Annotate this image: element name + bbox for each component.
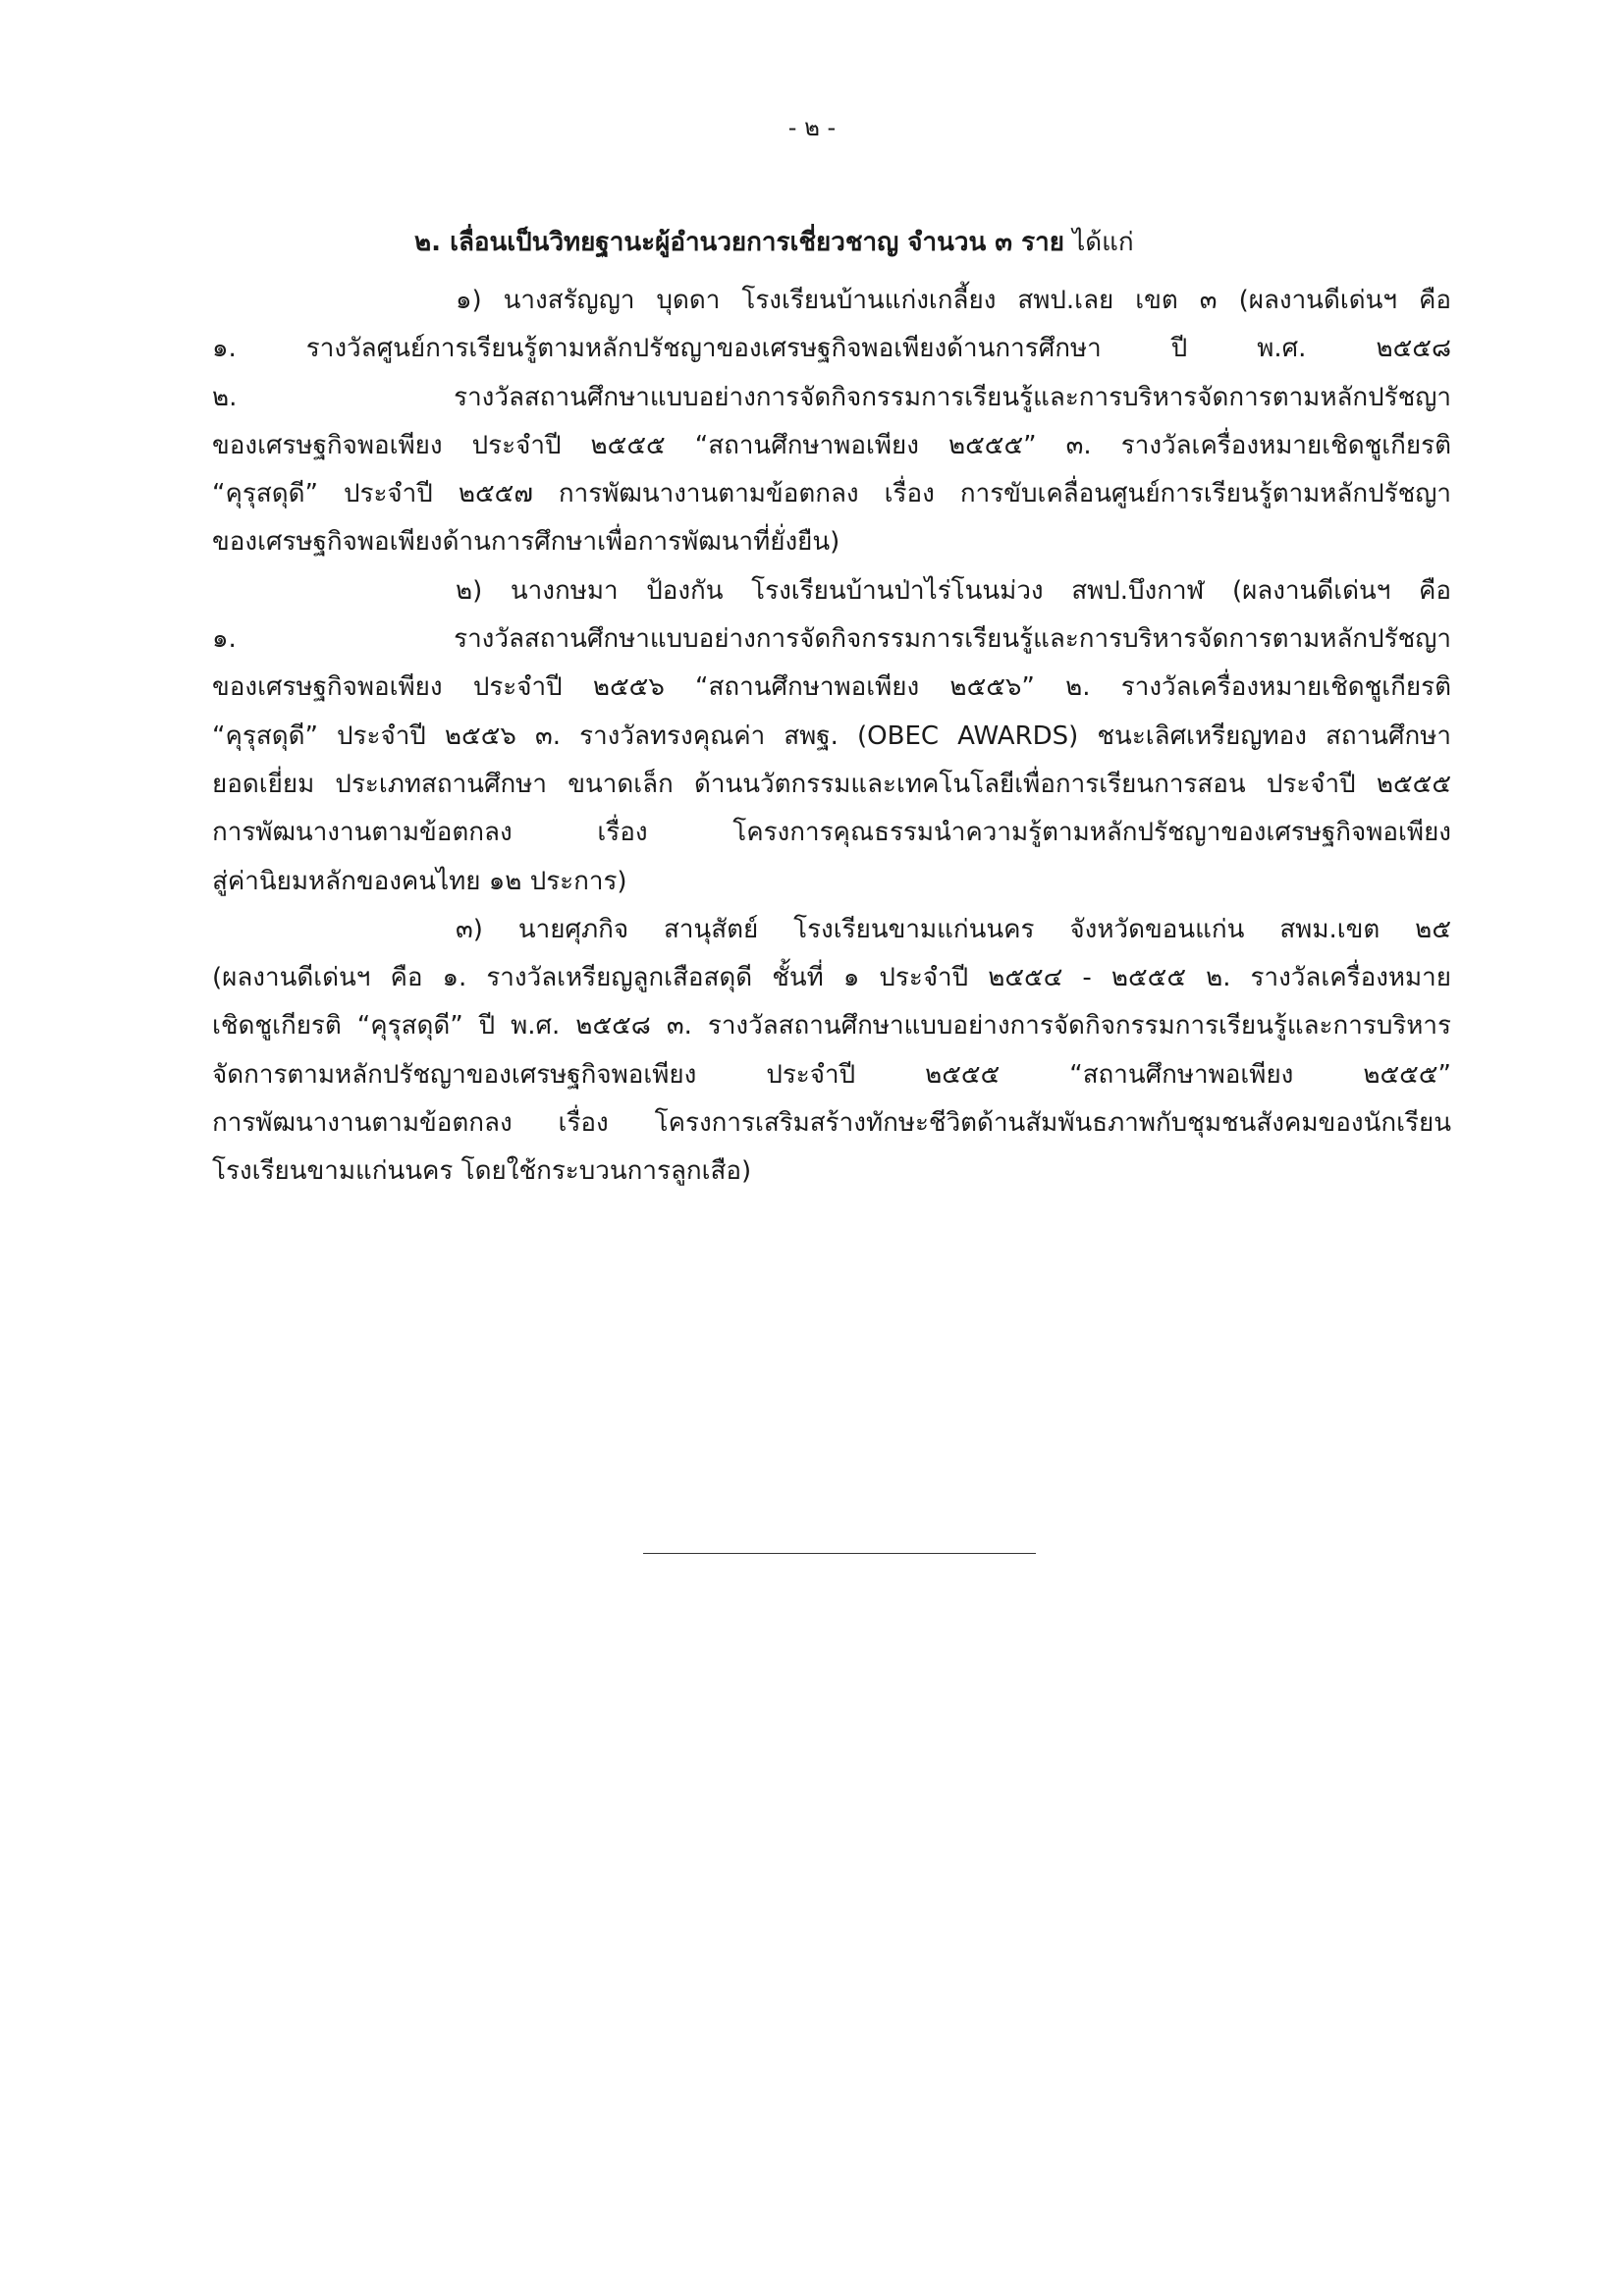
item-3-line-1: ๓) นายศุภกิจ สานุสัตย์ โรงเรียนขามแก่นนคร จังหวัดขอนแก่น สพม.เขต ๒๕ xyxy=(456,914,1451,944)
document-body xyxy=(212,277,1451,1197)
item-1-line-6: ของเศรษฐกิจพอเพียงด้านการศึกษาเพื่อการพัฒนาที่ยั่งยืน) xyxy=(212,527,840,558)
section-heading-title: ๒. เลื่อนเป็นวิทยฐานะผู้อำนวยการเชี่ยวชาญ จำนวน ๓ ราย xyxy=(414,228,1064,257)
end-of-document-rule xyxy=(643,1553,1036,1554)
item-2-line-5: ยอดเยี่ยม ประเภทสถานศึกษา ขนาดเล็ก ด้านนวัตกรรมและเทคโนโลยีเพื่อการเรียนการสอน ประจำปี ๒๕๕๕ xyxy=(212,769,1451,799)
item-1-line-1: ๑) นางสรัญญา บุดดา โรงเรียนบ้านแก่งเกลี้ยง สพป.เลย เขต ๓ (ผลงานดีเด่นฯ คือ xyxy=(456,286,1451,315)
item-1-line-3: ๒. รางวัลสถานศึกษาแบบอย่างการจัดกิจกรรมการเรียนรู้และการบริหารจัดการตามหลักปรัชญา xyxy=(212,382,1451,412)
item-2-line-7: สู่ค่านิยมหลักของคนไทย ๑๒ ประการ) xyxy=(212,866,627,896)
item-1-line-2: ๑. รางวัลศูนย์การเรียนรู้ตามหลักปรัชญาของเศรษฐกิจพอเพียงด้านการศึกษา ปี พ.ศ. ๒๕๕๘ xyxy=(212,334,1451,364)
section-heading-suffix: ได้แก่ xyxy=(1063,228,1134,257)
item-2-line-4: “คุรุสดุดี” ประจำปี ๒๕๕๖ ๓. รางวัลทรงคุณค่า สพฐ. (OBEC AWARDS) ชนะเลิศเหรียญทอง สถานศึกษา xyxy=(212,721,1451,751)
list-item xyxy=(212,906,1451,1197)
item-3-line-5: การพัฒนางานตามข้อตกลง เรื่อง โครงการเสริมสร้างทักษะชีวิตด้านสัมพันธภาพกับชุมชนสังคมของนักเรียน xyxy=(212,1108,1451,1139)
page-number: - ๒ - xyxy=(787,114,837,141)
item-3-line-6: โรงเรียนขามแก่นนคร โดยใช้กระบวนการลูกเสือ) xyxy=(212,1156,752,1187)
item-3-line-2: (ผลงานดีเด่นฯ คือ ๑. รางวัลเหรียญลูกเสือสดุดี ชั้นที่ ๑ ประจำปี ๒๕๕๔ - ๒๕๕๕ ๒. รางวัลเครื่องหมาย xyxy=(212,963,1451,993)
item-3-line-4: จัดการตามหลักปรัชญาของเศรษฐกิจพอเพียง ประจำปี ๒๕๕๕ “สถานศึกษาพอเพียง ๒๕๕๕” xyxy=(212,1059,1451,1090)
item-3-line-3: เชิดชูเกียรติ “คุรุสดุดี” ปี พ.ศ. ๒๕๕๘ ๓. รางวัลสถานศึกษาแบบอย่างการจัดกิจกรรมการเรียนรู้และการบริหาร xyxy=(212,1011,1451,1041)
list-item xyxy=(212,567,1451,906)
item-1-line-4: ของเศรษฐกิจพอเพียง ประจำปี ๒๕๕๕ “สถานศึกษาพอเพียง ๒๕๕๕” ๓. รางวัลเครื่องหมายเชิดชูเกียรติ xyxy=(212,430,1451,460)
item-1-line-5: “คุรุสดุดี” ประจำปี ๒๕๕๗ การพัฒนางานตามข้อตกลง เรื่อง การขับเคลื่อนศูนย์การเรียนรู้ตามหลักปรัชญา xyxy=(212,479,1451,509)
item-2-line-3: ของเศรษฐกิจพอเพียง ประจำปี ๒๕๕๖ “สถานศึกษาพอเพียง ๒๕๕๖” ๒. รางวัลเครื่องหมายเชิดชูเกียรติ xyxy=(212,672,1451,703)
list-item xyxy=(212,277,1451,567)
section-heading xyxy=(414,222,1134,262)
item-2-line-1: ๒) นางกษมา ป้องกัน โรงเรียนบ้านป่าไร่โนนม่วง สพป.บึงกาฬ (ผลงานดีเด่นฯ คือ xyxy=(456,575,1451,606)
item-2-line-2: ๑. รางวัลสถานศึกษาแบบอย่างการจัดกิจกรรมการเรียนรู้และการบริหารจัดการตามหลักปรัชญา xyxy=(212,624,1451,655)
item-2-line-6: การพัฒนางานตามข้อตกลง เรื่อง โครงการคุณธรรมนำความรู้ตามหลักปรัชญาของเศรษฐกิจพอเพียง xyxy=(212,818,1451,848)
